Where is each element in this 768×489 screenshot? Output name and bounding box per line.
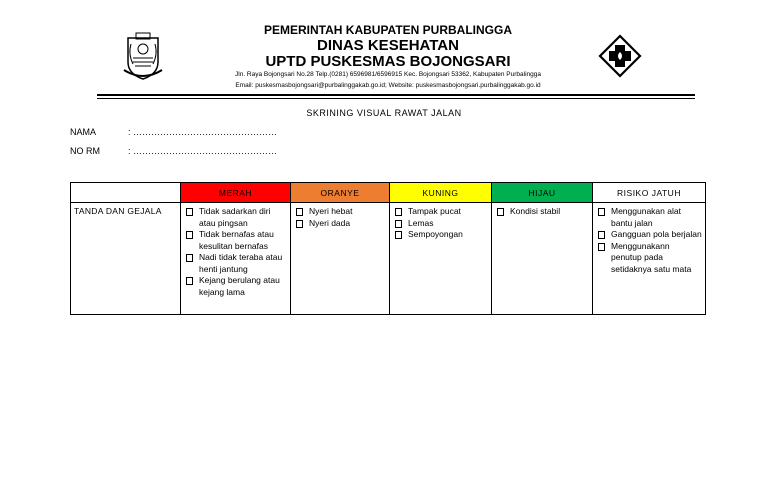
header-divider-thick: [97, 94, 695, 96]
checkbox[interactable]: [598, 243, 605, 251]
checkbox[interactable]: [186, 277, 193, 285]
checkbox[interactable]: [598, 231, 605, 239]
table-header-row: [71, 183, 706, 203]
cell-oranye: [291, 203, 390, 315]
header-merah: MERAH: [181, 183, 291, 203]
contact-line: Email: puskesmasbojongsari@purbalinggakab.go.id; Website: puskesmasbojongsari.purbalinggakab.go.id: [235, 82, 541, 89]
name-label: NAMA: [70, 127, 97, 137]
checkbox[interactable]: [186, 231, 193, 239]
triage-table: [70, 182, 706, 315]
header-divider-thin: [97, 98, 695, 99]
list-item: Tidak bernafas atau kesulitan bernafas: [184, 229, 287, 252]
list-item: Gangguan pola berjalan: [596, 229, 702, 241]
list-item: Menggunakan alat bantu jalan: [596, 206, 702, 229]
list-item: Lemas: [393, 218, 488, 230]
checkbox[interactable]: [598, 208, 605, 216]
list-item: Nyeri dada: [294, 218, 386, 230]
checkbox[interactable]: [395, 220, 402, 228]
list-item: Sempoyongan: [393, 229, 488, 241]
cell-kuning: [390, 203, 492, 315]
list-item: Tidak sadarkan diri atau pingsan: [184, 206, 287, 229]
document-title: SKRINING VISUAL RAWAT JALAN: [306, 108, 462, 118]
checkbox[interactable]: [395, 208, 402, 216]
name-field: [70, 127, 277, 137]
list-item: Nyeri hebat: [294, 206, 386, 218]
institution-name: UPTD PUSKESMAS BOJONGSARI: [265, 53, 511, 70]
list-item: Menggunakann penutup pada setidaknya satu mata: [596, 241, 702, 276]
header-empty: [71, 183, 181, 203]
checkbox[interactable]: [186, 208, 193, 216]
cell-risiko-jatuh: [593, 203, 706, 315]
checkbox[interactable]: [497, 208, 504, 216]
header-oranye: ORANYE: [291, 183, 390, 203]
letterhead: [0, 0, 768, 100]
list-item: Nadi tidak teraba atau henti jantung: [184, 252, 287, 275]
list-item: Kejang berulang atau kejang lama: [184, 275, 287, 298]
name-value: : …………………………………………: [128, 127, 278, 137]
medical-record-value: : …………………………………………: [128, 146, 278, 156]
checkbox[interactable]: [395, 231, 402, 239]
health-cross-icon: [598, 34, 642, 78]
list-item: Kondisi stabil: [495, 206, 589, 218]
header-risiko-jatuh: RISIKO JATUH: [593, 183, 706, 203]
government-name: PEMERINTAH KABUPATEN PURBALINGGA: [264, 23, 512, 37]
checkbox[interactable]: [186, 254, 193, 262]
address-line: Jln. Raya Bojongsari No.28 Telp.(0281) 6596981/6596915 Kec. Bojongsari 53362, Kabupaten Purbalingga: [235, 71, 541, 78]
medical-record-label: NO RM: [70, 146, 100, 156]
table-row: [71, 203, 706, 315]
row-label-tanda-gejala: TANDA DAN GEJALA: [71, 203, 181, 315]
header-kuning: KUNING: [390, 183, 492, 203]
checkbox[interactable]: [296, 220, 303, 228]
medical-record-field: [70, 146, 277, 156]
cell-hijau: [492, 203, 593, 315]
department-name: DINAS KESEHATAN: [317, 37, 459, 54]
cell-merah: [181, 203, 291, 315]
list-item: Tampak pucat: [393, 206, 488, 218]
checkbox[interactable]: [296, 208, 303, 216]
header-hijau: HIJAU: [492, 183, 593, 203]
